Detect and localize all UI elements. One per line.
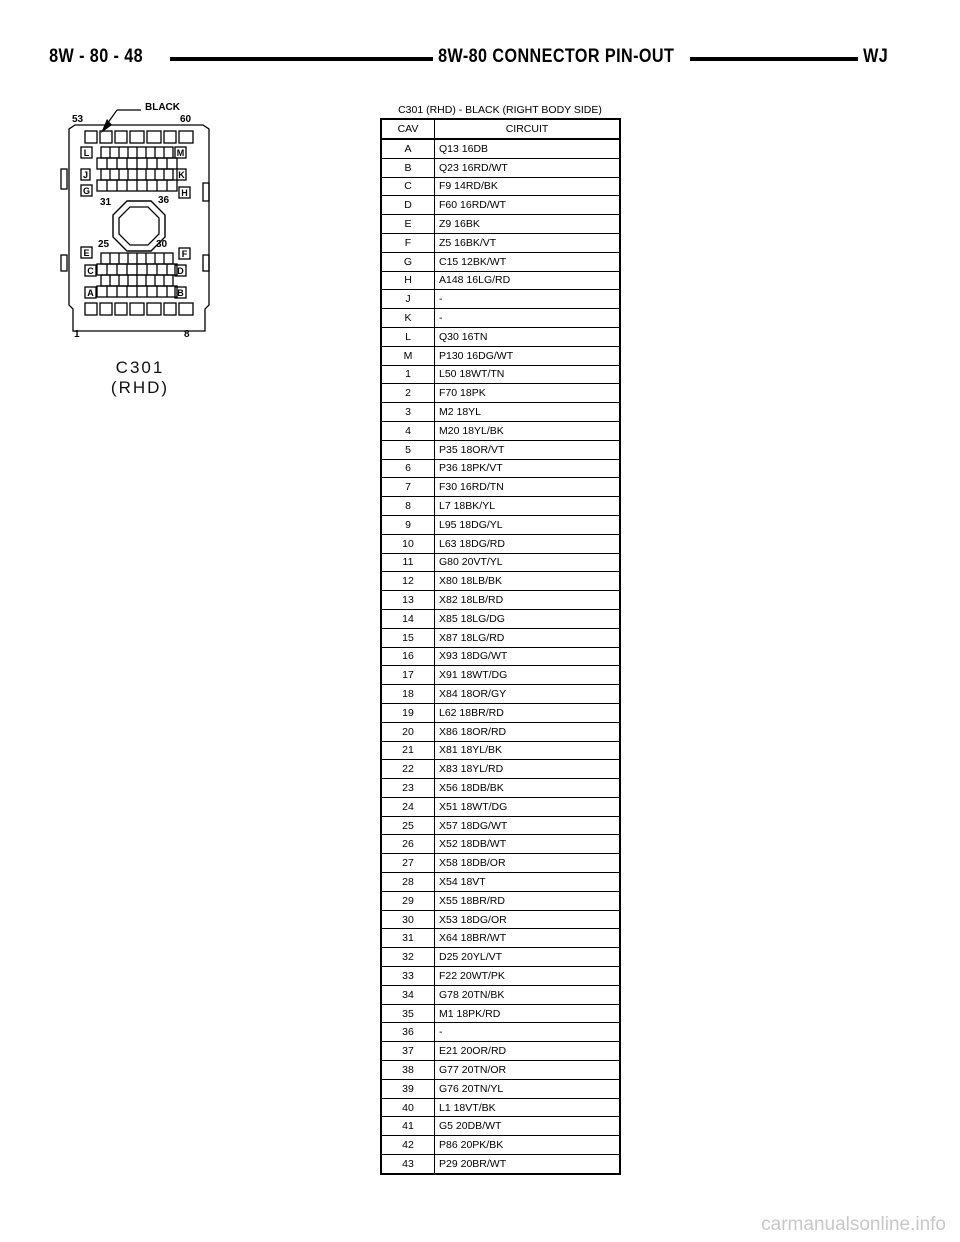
circuit-cell: X81 18YL/BK xyxy=(435,741,621,760)
table-row xyxy=(381,215,620,234)
circuit-cell: G80 20VT/YL xyxy=(435,553,621,572)
circuit-cell: X87 18LG/RD xyxy=(435,628,621,647)
circuit-cell: X54 18VT xyxy=(435,873,621,892)
circuit-cell: X93 18DG/WT xyxy=(435,647,621,666)
cav-cell: 8 xyxy=(381,497,435,516)
table-row xyxy=(381,365,620,384)
cav-cell: 43 xyxy=(381,1155,435,1174)
circuit-cell: X82 18LB/RD xyxy=(435,591,621,610)
table-row xyxy=(381,252,620,271)
cav-cell: 26 xyxy=(381,835,435,854)
circuit-cell: - xyxy=(435,1023,621,1042)
pinout-table xyxy=(380,118,621,1175)
cav-cell: 30 xyxy=(381,910,435,929)
cav-cell: 24 xyxy=(381,797,435,816)
cav-cell: J xyxy=(381,290,435,309)
cav-cell: K xyxy=(381,309,435,328)
circuit-cell: G77 20TN/OR xyxy=(435,1061,621,1080)
circuit-cell: M20 18YL/BK xyxy=(435,421,621,440)
table-row xyxy=(381,233,620,252)
cav-cell: 11 xyxy=(381,553,435,572)
circuit-cell: G78 20TN/BK xyxy=(435,985,621,1004)
cav-cell: 13 xyxy=(381,591,435,610)
circuit-cell: X58 18DB/OR xyxy=(435,854,621,873)
circuit-cell: L95 18DG/YL xyxy=(435,515,621,534)
cav-cell: 17 xyxy=(381,666,435,685)
table-row xyxy=(381,478,620,497)
circuit-cell: M1 18PK/RD xyxy=(435,1004,621,1023)
circuit-cell: F30 16RD/TN xyxy=(435,478,621,497)
table-row xyxy=(381,421,620,440)
cav-cell: 18 xyxy=(381,685,435,704)
table-row xyxy=(381,515,620,534)
table-row xyxy=(381,948,620,967)
pin-label-8: 8 xyxy=(184,329,190,340)
circuit-cell: F9 14RD/BK xyxy=(435,177,621,196)
cav-cell: M xyxy=(381,346,435,365)
cav-cell: 42 xyxy=(381,1136,435,1155)
circuit-cell: Q13 16DB xyxy=(435,139,621,158)
table-row xyxy=(381,290,620,309)
circuit-cell: A148 16LG/RD xyxy=(435,271,621,290)
table-row xyxy=(381,835,620,854)
table-row xyxy=(381,967,620,986)
circuit-cell: X86 18OR/RD xyxy=(435,722,621,741)
circuit-cell: F70 18PK xyxy=(435,384,621,403)
circuit-cell: L63 18DG/RD xyxy=(435,534,621,553)
table-row xyxy=(381,572,620,591)
cav-cell: 40 xyxy=(381,1098,435,1117)
connector-variant: (RHD) xyxy=(110,378,170,397)
page-header xyxy=(49,44,889,74)
circuit-cell: P86 20PK/BK xyxy=(435,1136,621,1155)
cav-cell: 7 xyxy=(381,478,435,497)
circuit-cell: - xyxy=(435,309,621,328)
cav-cell: 3 xyxy=(381,403,435,422)
cavity-letter-L: L xyxy=(83,148,90,158)
table-row xyxy=(381,497,620,516)
circuit-cell: X57 18DG/WT xyxy=(435,816,621,835)
circuit-cell: L50 18WT/TN xyxy=(435,365,621,384)
header-rule-left xyxy=(170,57,440,61)
circuit-cell: P35 18OR/VT xyxy=(435,440,621,459)
table-row xyxy=(381,534,620,553)
cavity-letter-F: F xyxy=(181,249,188,259)
table-row xyxy=(381,873,620,892)
table-row xyxy=(381,779,620,798)
cavity-letter-D: D xyxy=(177,266,184,276)
cav-cell: A xyxy=(381,139,435,158)
cav-cell: 36 xyxy=(381,1023,435,1042)
table-header-row xyxy=(381,119,620,139)
cav-cell: G xyxy=(381,252,435,271)
circuit-cell: - xyxy=(435,290,621,309)
column-header-circuit: CIRCUIT xyxy=(435,119,621,139)
table-title: C301 (RHD) - BLACK (RIGHT BODY SIDE) xyxy=(398,104,602,116)
table-row xyxy=(381,1061,620,1080)
cav-cell: 12 xyxy=(381,572,435,591)
table-row xyxy=(381,609,620,628)
pin-label-30: 30 xyxy=(156,239,168,250)
table-body xyxy=(381,139,620,1174)
circuit-cell: E21 20OR/RD xyxy=(435,1042,621,1061)
cav-cell: 23 xyxy=(381,779,435,798)
pin-label-36: 36 xyxy=(158,195,170,206)
cav-cell: 33 xyxy=(381,967,435,986)
table-row xyxy=(381,854,620,873)
cav-cell: 14 xyxy=(381,609,435,628)
circuit-cell: X56 18DB/BK xyxy=(435,779,621,798)
table-row xyxy=(381,1136,620,1155)
table-row xyxy=(381,177,620,196)
cavity-letter-C: C xyxy=(87,266,94,276)
cav-cell: 41 xyxy=(381,1117,435,1136)
cav-cell: E xyxy=(381,215,435,234)
table-row xyxy=(381,384,620,403)
cav-cell: 35 xyxy=(381,1004,435,1023)
cav-cell: 5 xyxy=(381,440,435,459)
circuit-cell: X91 18WT/DG xyxy=(435,666,621,685)
table-row xyxy=(381,685,620,704)
color-callout-label: BLACK xyxy=(145,102,180,113)
table-row xyxy=(381,309,620,328)
table-row xyxy=(381,139,620,158)
model-code: WJ xyxy=(858,46,893,68)
circuit-cell: X80 18LB/BK xyxy=(435,572,621,591)
cavity-letter-B: B xyxy=(177,288,184,298)
cav-cell: 39 xyxy=(381,1079,435,1098)
circuit-cell: P36 18PK/VT xyxy=(435,459,621,478)
cav-cell: 6 xyxy=(381,459,435,478)
section-title: 8W-80 CONNECTOR PIN-OUT xyxy=(433,46,679,68)
circuit-cell: X53 18DG/OR xyxy=(435,910,621,929)
page-number: 8W - 80 - 48 xyxy=(44,46,148,68)
circuit-cell: P130 16DG/WT xyxy=(435,346,621,365)
circuit-cell: D25 20YL/VT xyxy=(435,948,621,967)
circuit-cell: P29 20BR/WT xyxy=(435,1155,621,1174)
circuit-cell: X83 18YL/RD xyxy=(435,760,621,779)
table-row xyxy=(381,1155,620,1174)
cav-cell: 22 xyxy=(381,760,435,779)
pin-label-60: 60 xyxy=(180,114,192,125)
table-row xyxy=(381,158,620,177)
circuit-cell: Z5 16BK/VT xyxy=(435,233,621,252)
circuit-cell: X64 18BR/WT xyxy=(435,929,621,948)
table-row xyxy=(381,327,620,346)
table-row xyxy=(381,403,620,422)
circuit-cell: M2 18YL xyxy=(435,403,621,422)
table-row xyxy=(381,440,620,459)
table-row xyxy=(381,1023,620,1042)
table-row xyxy=(381,1004,620,1023)
cav-cell: 15 xyxy=(381,628,435,647)
connector-face-diagram xyxy=(55,95,225,355)
circuit-cell: X52 18DB/WT xyxy=(435,835,621,854)
table-row xyxy=(381,985,620,1004)
pin-label-53: 53 xyxy=(72,114,84,125)
table-row xyxy=(381,891,620,910)
circuit-cell: Q30 16TN xyxy=(435,327,621,346)
table-row xyxy=(381,910,620,929)
cav-cell: 29 xyxy=(381,891,435,910)
cav-cell: 25 xyxy=(381,816,435,835)
circuit-cell: Q23 16RD/WT xyxy=(435,158,621,177)
cavity-letter-J: J xyxy=(82,170,89,180)
circuit-cell: X55 18BR/RD xyxy=(435,891,621,910)
cavity-letter-G: G xyxy=(82,186,91,196)
circuit-cell: G5 20DB/WT xyxy=(435,1117,621,1136)
header-rule-right xyxy=(690,57,865,61)
table-row xyxy=(381,797,620,816)
table-row xyxy=(381,760,620,779)
pin-label-25: 25 xyxy=(98,239,110,250)
circuit-cell: L1 18VT/BK xyxy=(435,1098,621,1117)
cav-cell: 10 xyxy=(381,534,435,553)
table-row xyxy=(381,1117,620,1136)
table-row xyxy=(381,816,620,835)
table-row xyxy=(381,929,620,948)
table-row xyxy=(381,1042,620,1061)
cav-cell: 2 xyxy=(381,384,435,403)
cavity-letter-M: M xyxy=(176,148,185,158)
table-row xyxy=(381,703,620,722)
circuit-cell: L62 18BR/RD xyxy=(435,703,621,722)
watermark: carmanualsonline.info xyxy=(761,1214,946,1235)
cav-cell: H xyxy=(381,271,435,290)
cav-cell: B xyxy=(381,158,435,177)
circuit-cell: X85 18LG/DG xyxy=(435,609,621,628)
cav-cell: 4 xyxy=(381,421,435,440)
cav-cell: 20 xyxy=(381,722,435,741)
cavity-letter-K: K xyxy=(178,170,185,180)
cav-cell: 32 xyxy=(381,948,435,967)
circuit-cell: L7 18BK/YL xyxy=(435,497,621,516)
cav-cell: 37 xyxy=(381,1042,435,1061)
pin-label-1: 1 xyxy=(74,329,80,340)
cav-cell: C xyxy=(381,177,435,196)
connector-name: C301 xyxy=(115,358,165,377)
cav-cell: 16 xyxy=(381,647,435,666)
table-row xyxy=(381,346,620,365)
table-row xyxy=(381,196,620,215)
table-row xyxy=(381,591,620,610)
circuit-cell: X84 18OR/GY xyxy=(435,685,621,704)
table-row xyxy=(381,459,620,478)
cavity-letter-H: H xyxy=(181,188,188,198)
cav-cell: 34 xyxy=(381,985,435,1004)
table-row xyxy=(381,722,620,741)
cav-cell: F xyxy=(381,233,435,252)
cavity-letter-E: E xyxy=(83,248,90,258)
cav-cell: 9 xyxy=(381,515,435,534)
circuit-cell: X51 18WT/DG xyxy=(435,797,621,816)
table-row xyxy=(381,666,620,685)
cav-cell: 38 xyxy=(381,1061,435,1080)
table-row xyxy=(381,647,620,666)
table-row xyxy=(381,741,620,760)
table-row xyxy=(381,628,620,647)
circuit-cell: C15 12BK/WT xyxy=(435,252,621,271)
column-header-cav: CAV xyxy=(381,119,435,139)
cavity-letter-A: A xyxy=(87,288,94,298)
cav-cell: 27 xyxy=(381,854,435,873)
cav-cell: 19 xyxy=(381,703,435,722)
table-row xyxy=(381,1098,620,1117)
circuit-cell: G76 20TN/YL xyxy=(435,1079,621,1098)
table-row xyxy=(381,553,620,572)
circuit-cell: F22 20WT/PK xyxy=(435,967,621,986)
cav-cell: L xyxy=(381,327,435,346)
cav-cell: 21 xyxy=(381,741,435,760)
table-row xyxy=(381,1079,620,1098)
cav-cell: 28 xyxy=(381,873,435,892)
circuit-cell: Z9 16BK xyxy=(435,215,621,234)
cav-cell: 31 xyxy=(381,929,435,948)
table-row xyxy=(381,271,620,290)
circuit-cell: F60 16RD/WT xyxy=(435,196,621,215)
cav-cell: 1 xyxy=(381,365,435,384)
pin-label-31: 31 xyxy=(100,197,112,208)
cav-cell: D xyxy=(381,196,435,215)
